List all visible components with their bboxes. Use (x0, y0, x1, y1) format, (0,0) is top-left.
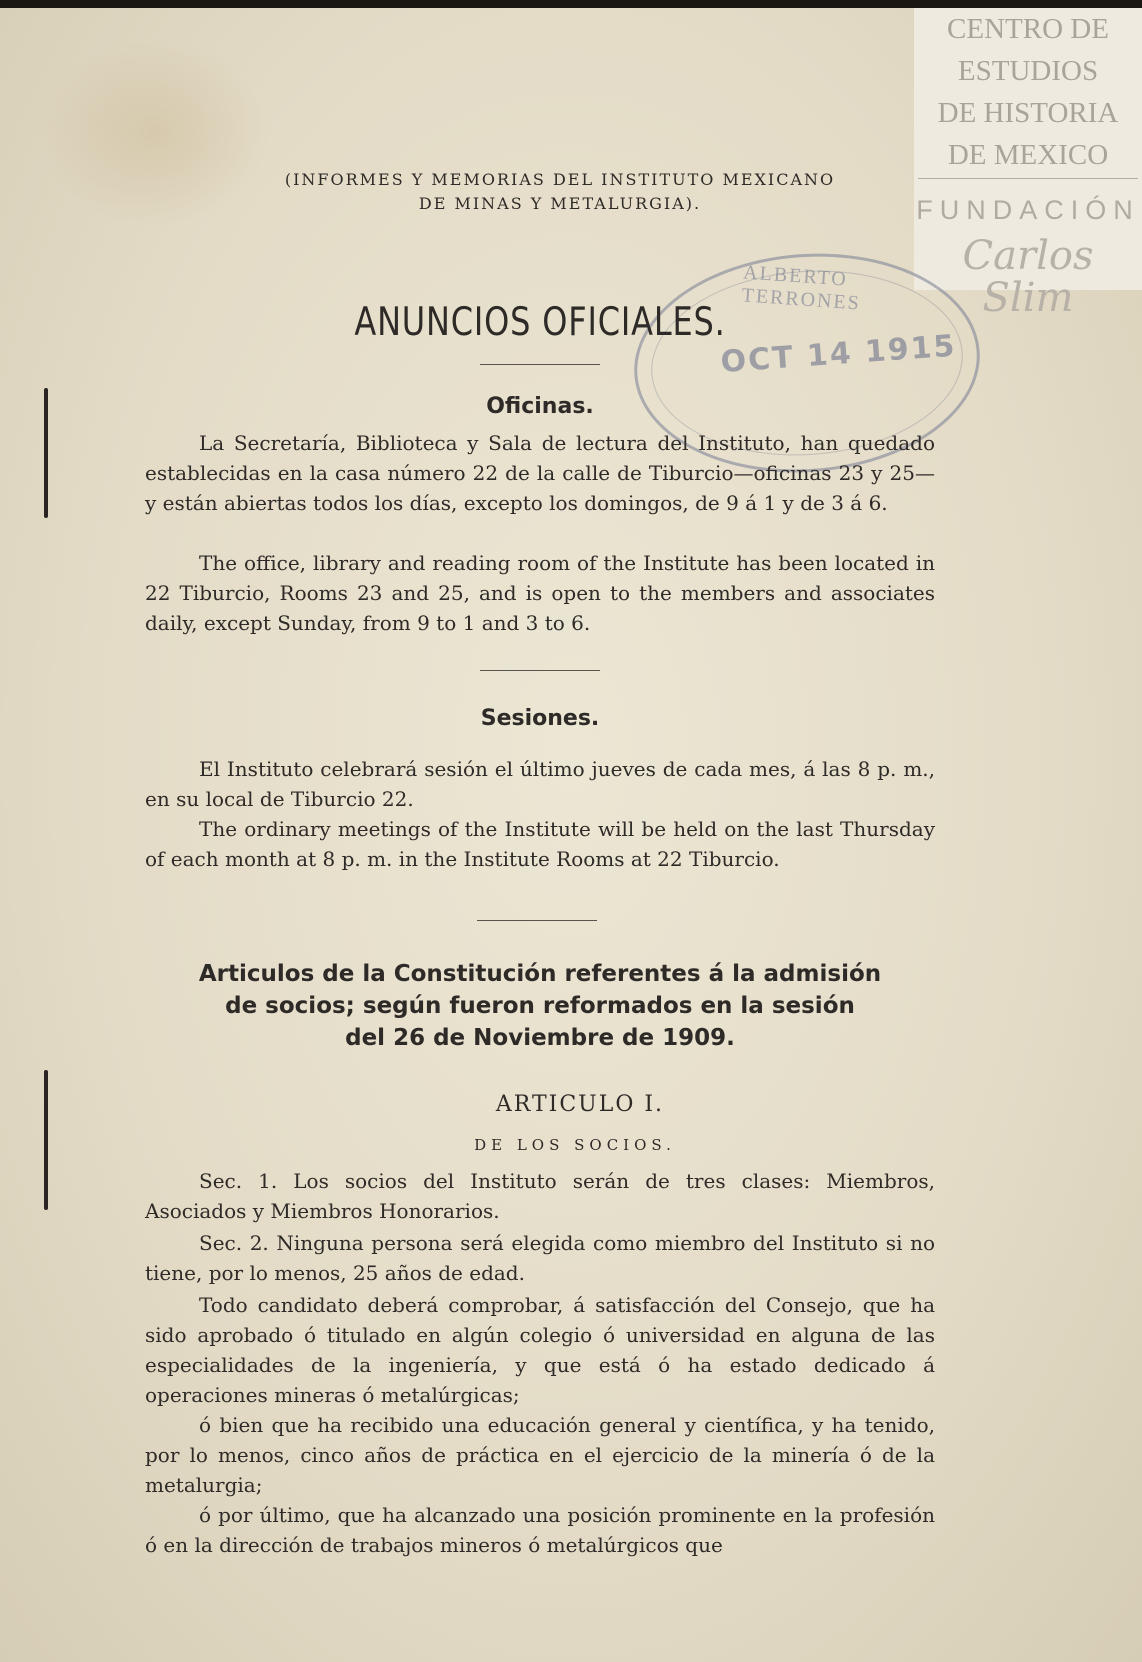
sesiones-heading: Sesiones. (480, 706, 600, 731)
prominent-position-paragraph: ó por último, que ha alcanzado una posición prominente en la profesión ó en la dirección de trabajos mineros ó metalúrgicos que (145, 1503, 935, 1557)
binding-mark-top (44, 388, 48, 518)
title-divider (480, 364, 600, 365)
publication-header (185, 168, 935, 216)
watermark-divider (918, 178, 1138, 179)
sesiones-divider (477, 920, 597, 921)
sesiones-english-paragraph: The ordinary meetings of the Institute will be held on the last Thursday of each month at 8 p. m. in the Institute Rooms at 22 Tiburcio. (145, 817, 935, 871)
watermark-line-4: DE MEXICO (947, 139, 1109, 171)
constitution-heading-line-2: de socios; según fueron reformados en la sesión (225, 993, 855, 1019)
candidate-requirements-paragraph: Todo candidato deberá comprobar, á satisfacción del Consejo, que ha sido aprobado ó titulado en algún colegio ó universidad en alguna de las especialidades de la ingeniería, y que está ó ha estado dedicado á operaciones mineras ó metalúrgicas; (145, 1293, 935, 1407)
header-line-2: DE MINAS Y METALURGIA). (418, 194, 702, 213)
stamp-name: ALBERTO TERRONES (740, 261, 862, 315)
section-2-paragraph: Sec. 2. Ninguna persona será elegida como miembro del Instituto si no tiene, por lo menos, 25 años de edad. (145, 1231, 935, 1285)
watermark-line-2: ESTUDIOS (957, 55, 1099, 87)
binding-mark-bottom (44, 1070, 48, 1210)
constitution-heading (145, 958, 935, 1054)
page-title: ANUNCIOS OFICIALES. (354, 300, 726, 345)
header-line-1: (INFORMES Y MEMORIAS DEL INSTITUTO MEXICANO (284, 170, 836, 189)
constitution-heading-line-3: del 26 de Noviembre de 1909. (345, 1025, 735, 1051)
watermark-signature: Carlos Slim (962, 233, 1094, 321)
oficinas-spanish-paragraph: La Secretaría, Biblioteca y Sala de lectura del Instituto, han quedado establecidas en la casa número 22 de la calle de Tiburcio—oficinas 23 y 25—y están abiertas todos los días, excepto los domingos, de 9 á 1 y de 3 á 6. (145, 431, 935, 515)
constitution-heading-line-1: Articulos de la Constitución referentes á la admisión (198, 961, 882, 987)
document-page (0, 8, 1142, 1662)
article-subtitle: DE LOS SOCIOS. (474, 1136, 676, 1154)
watermark-foundation: FUNDACIÓN (916, 195, 1140, 225)
oficinas-english-paragraph: The office, library and reading room of the Institute has been located in 22 Tiburcio, Rooms 23 and 25, and is open to the members and associates daily, except Sunday, from 9 to 1 and 3 to 6. (145, 551, 935, 635)
section-1-paragraph: Sec. 1. Los socios del Instituto serán de tres clases: Miembros, Asociados y Miembros Honorarios. (145, 1169, 935, 1223)
stamp-date: OCT 14 1915 (719, 328, 958, 380)
archive-watermark (914, 8, 1142, 321)
general-education-paragraph: ó bien que ha recibido una educación general y científica, y ha tenido, por lo menos, cinco años de práctica en el ejercicio de la minería ó de la metalurgia; (145, 1413, 935, 1497)
watermark-line-1: CENTRO DE (947, 13, 1109, 45)
watermark-line-3: DE HISTORIA (937, 97, 1119, 129)
sesiones-spanish-paragraph: El Instituto celebrará sesión el último jueves de cada mes, á las 8 p. m., en su local de Tiburcio 22. (145, 757, 935, 811)
article-title: ARTICULO I. (495, 1092, 665, 1117)
oficinas-heading: Oficinas. (486, 394, 594, 419)
oficinas-divider (480, 670, 600, 671)
